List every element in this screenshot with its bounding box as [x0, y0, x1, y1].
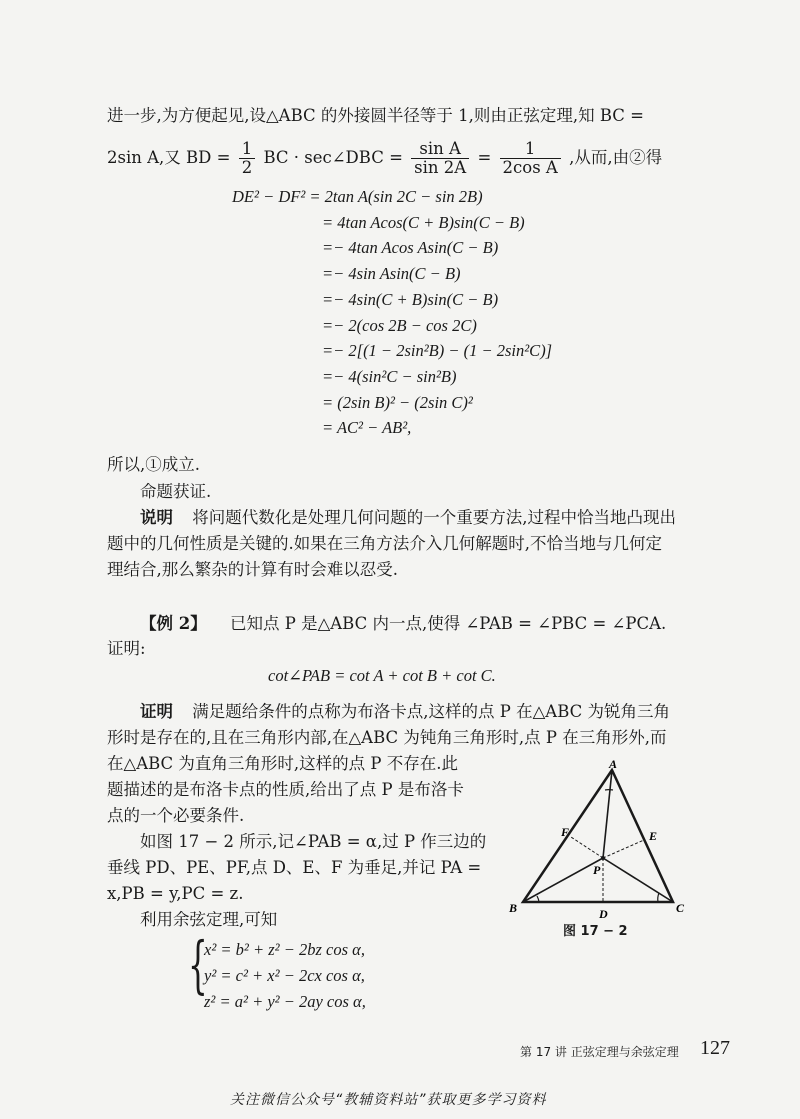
derivation-step: =− 4tan Acos Asin(C − B) — [322, 238, 499, 257]
proof-line-6: 如图 17 − 2 所示,记∠PAB = α,过 P 作三边的 — [140, 832, 487, 851]
example-line-2: 证明: — [107, 639, 146, 658]
intro-text-b: BC · sec∠DBC = — [263, 148, 403, 167]
segment-pb — [523, 858, 603, 902]
label-b: B — [509, 901, 518, 915]
derivation-step: = 4tan Acos(C + B)sin(C − B) — [322, 213, 525, 232]
label-p: P — [593, 863, 601, 877]
system-eq: x² = b² + z² − 2bz cos α, — [204, 940, 365, 959]
proof-line-3: 在△ABC 为直角三角形时,这样的点 P 不存在.此 — [107, 754, 458, 773]
derivation-step: = AC² − AB², — [322, 418, 412, 437]
system-eq: y² = c² + x² − 2cx cos α, — [204, 966, 365, 985]
intro-line-2: 2sin A,又 BD = $\frac{1}{2}$ BC · sec∠DBC = $\frac{\text{sin A}}{\sin 2A}$ = $\frac{1}{\text{2cos A}}$ ,从而,由②得 — [107, 139, 663, 177]
proof-line-1: 证明 满足题给条件的点称为布洛卡点,这样的点 P 在△ABC 为锐角三角 — [140, 702, 670, 721]
note-label: 说明 — [140, 508, 173, 527]
proof-label: 证明 — [140, 702, 173, 721]
example-label: 【例 2】 — [140, 614, 207, 633]
fraction-cos: $\frac{1}{\text{2cos A}}$ — [500, 140, 561, 177]
system-brace: { — [188, 928, 208, 1001]
perpendicular-pf — [571, 837, 603, 858]
fraction-sin: $\frac{\text{sin A}}{\sin 2A}$ — [411, 140, 469, 177]
label-e: E — [649, 829, 658, 843]
proof-line-5: 点的一个必要条件. — [107, 806, 245, 825]
page-number: 127 — [700, 1037, 730, 1059]
proof-line-4: 题描述的是布洛卡点的性质,给出了点 P 是布洛卡 — [107, 780, 464, 799]
label-d: D — [599, 907, 608, 921]
figure-caption: 图 17 − 2 — [563, 924, 628, 939]
derivation-step: =− 4(sin²C − sin²B) — [322, 367, 457, 386]
note-line-1: 说明 将问题代数化是处理几何问题的一个重要方法,过程中恰当地凸现出 — [140, 508, 676, 527]
example-line-1: 【例 2】 已知点 P 是△ABC 内一点,使得 ∠PAB = ∠PBC = ∠PCA. — [140, 614, 667, 633]
proof-line-8: x,PB = y,PC = z. — [107, 884, 244, 903]
proof-line-2: 形时是存在的,且在三角形内部,在△ABC 为钝角三角形时,点 P 在三角形外,而 — [107, 728, 667, 747]
derivation-step: =− 2(cos 2B − cos 2C) — [322, 316, 477, 335]
intro-line-1: 进一步,为方便起见,设△ABC 的外接圆半径等于 1,则由正弦定理,知 BC = — [107, 106, 644, 125]
note-line-3: 理结合,那么繁杂的计算有时会难以忍受. — [107, 560, 398, 579]
derivation-step: =− 4sin(C + B)sin(C − B) — [322, 290, 499, 309]
derivation-step: =− 4sin Asin(C − B) — [322, 264, 461, 283]
intro-text-c: ,从而,由②得 — [569, 148, 663, 167]
derivation-step: =− 2[(1 − 2sin²B) − (1 − 2sin²C)] — [322, 341, 553, 360]
point-p — [601, 856, 605, 860]
derivation-lhs: DE² − DF² = 2tan A(sin 2C − sin 2B) — [232, 187, 483, 206]
fraction-half: $\frac{1}{2}$ — [239, 140, 256, 177]
label-a: A — [609, 760, 618, 771]
system-eq: z² = a² + y² − 2ay cos α, — [204, 992, 366, 1011]
conclusion-line-2: 命题获证. — [140, 482, 212, 501]
proof-line-7: 垂线 PD、PE、PF,点 D、E、F 为垂足,并记 PA = — [107, 858, 482, 877]
label-c: C — [676, 901, 685, 915]
intro-text-a: 2sin A,又 BD = — [107, 148, 231, 167]
proof-line-9: 利用余弦定理,可知 — [140, 910, 278, 929]
derivation-step: = (2sin B)² − (2sin C)² — [322, 393, 473, 412]
footer-watermark: 关注微信公众号“教辅资料站”获取更多学习资料 — [230, 1092, 547, 1108]
conclusion-line-1: 所以,①成立. — [107, 455, 200, 474]
perpendicular-pe — [603, 840, 644, 858]
footer-lecture-title: 第 17 讲 正弦定理与余弦定理 — [520, 1045, 679, 1059]
angle-arc-c — [658, 893, 659, 902]
label-f: F — [561, 825, 570, 839]
example-formula: cot∠PAB = cot A + cot B + cot C. — [268, 666, 496, 685]
figure-17-2 — [495, 760, 695, 940]
note-line-2: 题中的几何性质是关键的.如果在三角方法介入几何解题时,不恰当地与几何定 — [107, 534, 662, 553]
